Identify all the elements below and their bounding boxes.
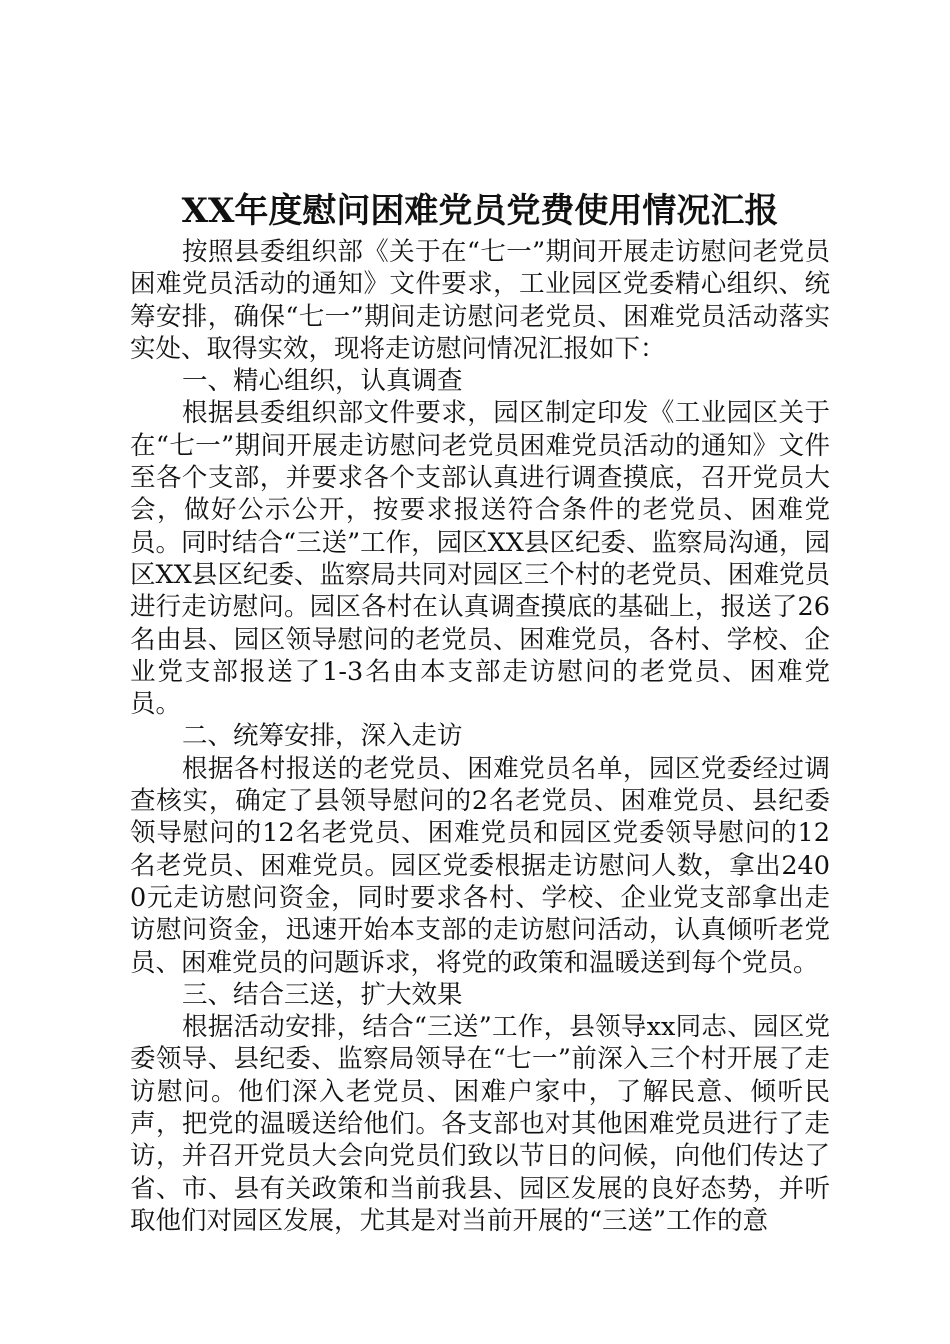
document-title: XX年度慰问困难党员党费使用情况汇报 bbox=[181, 191, 779, 231]
section-body-2: 根据各村报送的老党员、困难党员名单，园区党委经过调查核实，确定了县领导慰问的2名老党员、困难党员、县纪委领导慰问的12名老党员、困难党员和园区党委领导慰问的12名老党员、困难党员。园区党委根据走访慰问人数，拿出2400元走访慰问资金，同时要求各村、学校、企业党支部拿出走访慰问资金，迅速开始本支部的走访慰问活动，认真倾听老党员、困难党员的问题诉求，将党的政策和温暖送到每个党员。 bbox=[130, 753, 830, 978]
intro-paragraph: 按照县委组织部《关于在“七一”期间开展走访慰问老党员困难党员活动的通知》文件要求，工业园区党委精心组织、统筹安排，确保“七一”期间走访慰问老党员、困难党员活动落实实处、取得实效，现将走访慰问情况汇报如下： bbox=[130, 237, 830, 364]
document-page bbox=[130, 188, 830, 1237]
section-body-1: 根据县委组织部文件要求，园区制定印发《工业园区关于在“七一”期间开展走访慰问老党员困难党员活动的通知》文件至各个支部，并要求各个支部认真进行调查摸底，召开党员大会，做好公示公开，按要求报送符合条件的老党员、困难党员。同时结合“三送”工作，园区XX县区纪委、监察局沟通，园区XX县区纪委、监察局共同对园区三个村的老党员、困难党员进行走访慰问。园区各村在认真调查摸底的基础上，报送了26名由县、园区领导慰问的老党员、困难党员，各村、学校、企业党支部报送了1-3名由本支部走访慰问的老党员、困难党员。 bbox=[130, 398, 830, 720]
section-body-3: 根据活动安排，结合“三送”工作，县领导xx同志、园区党委领导、县纪委、监察局领导在“七一”前深入三个村开展了走访慰问。他们深入老党员、困难户家中，了解民意、倾听民声，把党的温暖送给他们。各支部也对其他困难党员进行了走访，并召开党员大会向党员们致以节日的问候，向他们传达了省、市、县有关政策和当前我县、园区发展的良好态势，并听取他们对园区发展，尤其是对当前开展的“三送”工作的意 bbox=[130, 1012, 830, 1236]
section-heading-3: 三、结合三送，扩大效果 bbox=[182, 979, 463, 1010]
section-heading-2: 二、统筹安排，深入走访 bbox=[182, 721, 463, 752]
section-heading-1: 一、精心组织，认真调查 bbox=[182, 366, 463, 397]
